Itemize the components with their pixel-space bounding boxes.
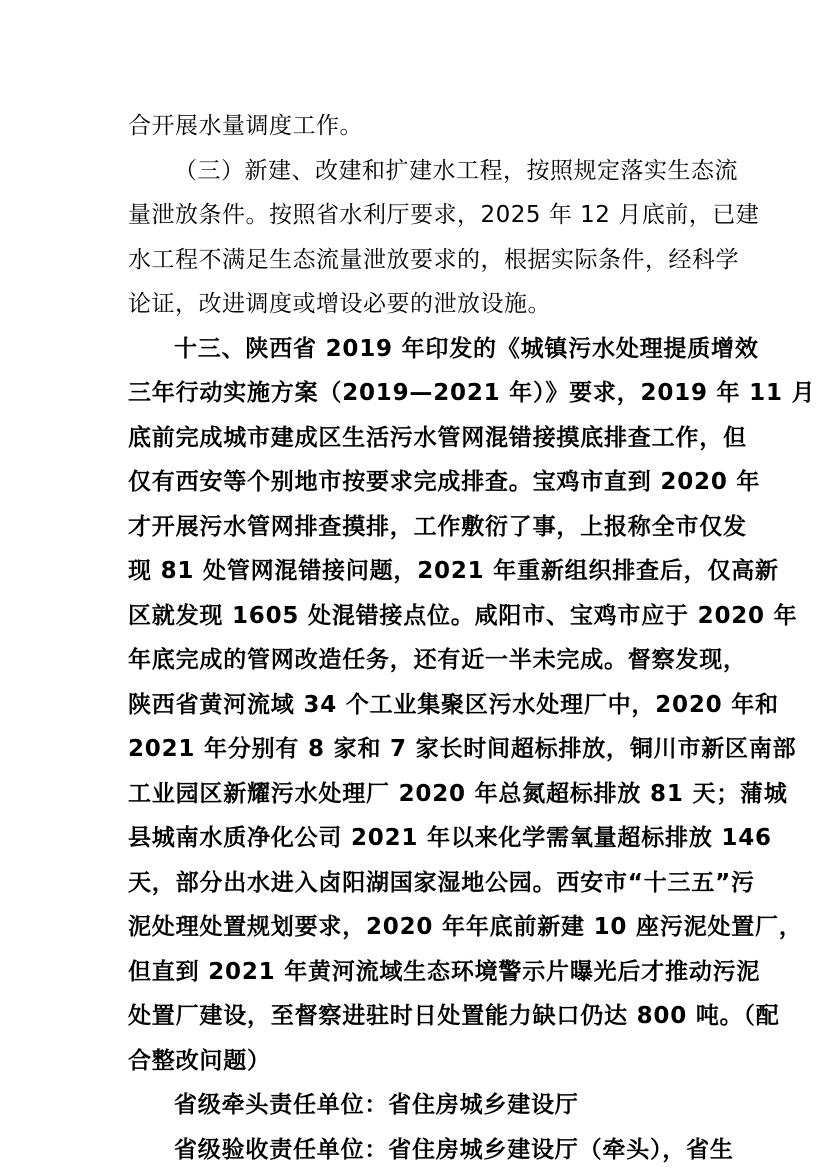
acceptance-unit-line: 省级验收责任单位：省住房城乡建设厅（牵头），省生: [174, 1137, 734, 1163]
text-line-20: 但直到 2021 年黄河流域生态环境警示片曝光后才推动污泥: [128, 959, 761, 985]
text-line-18: 天，部分出水进入卤阳湖国家湿地公园。西安市“十三五”污: [128, 870, 755, 896]
text-line-11: 现 81 处管网混错接问题，2021 年重新组织排查后，仅高新: [128, 558, 779, 584]
text-line-15: 2021 年分别有 8 家和 7 家长时间超标排放，铜川市新区南部: [128, 736, 797, 762]
text-line-7: 三年行动实施方案（2019—2021 年）》要求，2019 年 11 月: [128, 380, 816, 406]
text-line-22: 合整改问题）: [128, 1048, 271, 1074]
text-line-6: 十三、陕西省 2019 年印发的《城镇污水处理提质增效: [174, 336, 759, 362]
text-line-1: 合开展水量调度工作。: [128, 113, 363, 139]
text-line-14: 陕西省黄河流域 34 个工业集聚区污水处理厂中，2020 年和: [128, 692, 779, 718]
text-line-21: 处置厂建设，至督察进驻时日处置能力缺口仍达 800 吨。（配: [128, 1003, 780, 1029]
text-line-2: （三）新建、改建和扩建水工程，按照规定落实生态流: [174, 158, 738, 184]
text-line-4: 水工程不满足生态流量泄放要求的，根据实际条件，经科学: [128, 247, 739, 273]
text-line-19: 泥处理处置规划要求，2020 年年底前新建 10 座污泥处置厂，: [128, 914, 803, 940]
text-line-12: 区就发现 1605 处混错接点位。咸阳市、宝鸡市应于 2020 年: [128, 603, 798, 629]
text-line-9: 仅有西安等个别地市按要求完成排查。宝鸡市直到 2020 年: [128, 469, 761, 495]
text-line-10: 才开展污水管网排查摸排，工作敷衍了事，上报称全市仅发: [128, 514, 747, 540]
text-line-3: 量泄放条件。按照省水利厅要求，2025 年 12 月底前，已建: [128, 202, 760, 228]
text-line-17: 县城南水质净化公司 2021 年以来化学需氧量超标排放 146: [128, 825, 772, 851]
lead-unit-line: 省级牵头责任单位：省住房城乡建设厅: [174, 1092, 579, 1118]
text-line-16: 工业园区新耀污水处理厂 2020 年总氮超标排放 81 天；蒲城: [128, 781, 788, 807]
text-line-5: 论证，改进调度或增设必要的泄放设施。: [128, 291, 551, 317]
text-line-13: 年底完成的管网改造任务，还有近一半未完成。督察发现，: [128, 647, 747, 673]
text-line-8: 底前完成城市建成区生活污水管网混错接摸底排查工作，但: [128, 425, 747, 451]
